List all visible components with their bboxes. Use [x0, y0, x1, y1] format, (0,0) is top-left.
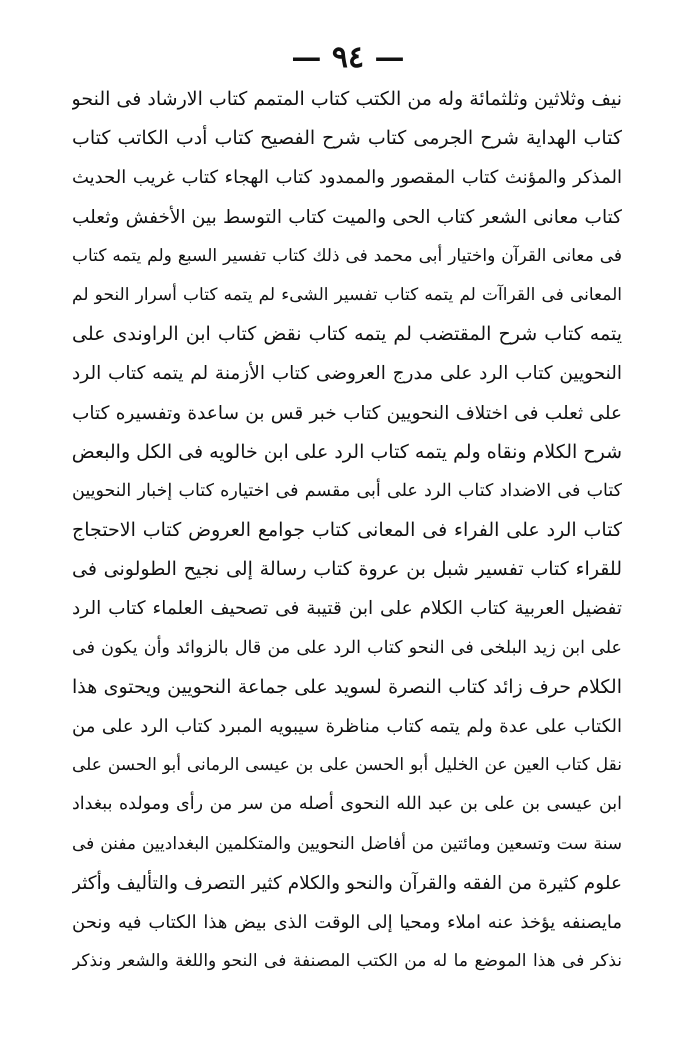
text-line: المذكر والمؤنث كتاب المقصور والممدود كتاب الهجاء كتاب غريب الحديث: [72, 167, 622, 189]
text-line: كتاب معانى الشعر كتاب الحى والميت كتاب التوسط بين الأخفش وثعلب: [72, 206, 622, 228]
text-line: نقل كتاب العين عن الخليل أبو الحسن على بن عيسى الرمانى أبو الحسن على: [72, 755, 622, 776]
text-line: مايصنفه يؤخذ عنه املاء ومحيا إلى الوقت الذى بيض هذا الكتاب فيه ونحن: [72, 911, 622, 933]
body-text: [72, 80, 622, 981]
text-line: المعانى فى القراآت لم يتمه كتاب تفسير الشىء لم يتمه كتاب أسرار النحو لم: [72, 284, 622, 305]
text-line: الكتاب على عدة ولم يتمه كتاب مناظرة سيبويه المبرد كتاب الرد على من: [72, 716, 622, 737]
text-line: نذكر فى هذا الموضع ما له من الكتب المصنفة فى النحو واللغة والشعر ونذكر: [72, 951, 622, 972]
text-line: شرح الكلام ونقاه ولم يتمه كتاب الرد على ابن خالويه فى الكل والبعض: [72, 440, 622, 463]
text-line: النحويين كتاب الرد على مدرج العروضى كتاب الأزمنة لم يتمه كتاب الرد: [72, 363, 622, 385]
text-line: يتمه كتاب شرح المقتضب لم يتمه كتاب نقض كتاب ابن الراوندى على: [72, 323, 622, 346]
text-line: على ابن زيد البلخى فى النحو كتاب الرد على من قال بالزوائد وأن يكون فى: [72, 637, 622, 658]
text-line: نيف وثلاثين وثلثمائة وله من الكتب كتاب المتمم كتاب الارشاد فى النحو: [72, 88, 622, 110]
text-line: كتاب الهداية شرح الجرمى كتاب شرح الفصيح كتاب أدب الكاتب كتاب: [72, 127, 622, 150]
text-line: للقراء كتاب تفسير شبل بن عروة كتاب رسالة إلى نجيح الطولونى فى: [72, 558, 622, 581]
text-line: ابن عيسى بن على بن عبد الله النحوى أصله من سر من رأى ومولده ببغداد: [72, 794, 622, 815]
text-line: علوم كثيرة من الفقه والقرآن والنحو والكلام كثير التصرف والتأليف وأكثر: [72, 872, 622, 894]
page-number: — ٩٤ —: [291, 40, 405, 75]
text-line: فى معانى القرآن واختيار أبى محمد فى ذلك كتاب تفسير السبع ولم يتمه كتاب: [72, 245, 622, 266]
text-line: كتاب الرد على الفراء فى المعانى كتاب جوامع العروض كتاب الاحتجاج: [72, 519, 622, 542]
text-line: تفضيل العربية كتاب الكلام على ابن قتيبة فى تصحيف العلماء كتاب الرد: [72, 598, 622, 620]
text-line: على ثعلب فى اختلاف النحويين كتاب خبر قس بن ساعدة وتفسيره كتاب: [72, 402, 622, 424]
text-line: كتاب فى الاضداد كتاب الرد على أبى مقسم فى اختياره كتاب إخبار النحويين: [72, 480, 622, 501]
text-line: سنة ست وتسعين ومائتين من أفاضل النحويين والمتكلمين البغداديين مفنن فى: [72, 833, 622, 854]
text-line: الكلام حرف زائد كتاب النصرة لسويد على جماعة النحويين ويحتوى هذا: [72, 675, 622, 698]
